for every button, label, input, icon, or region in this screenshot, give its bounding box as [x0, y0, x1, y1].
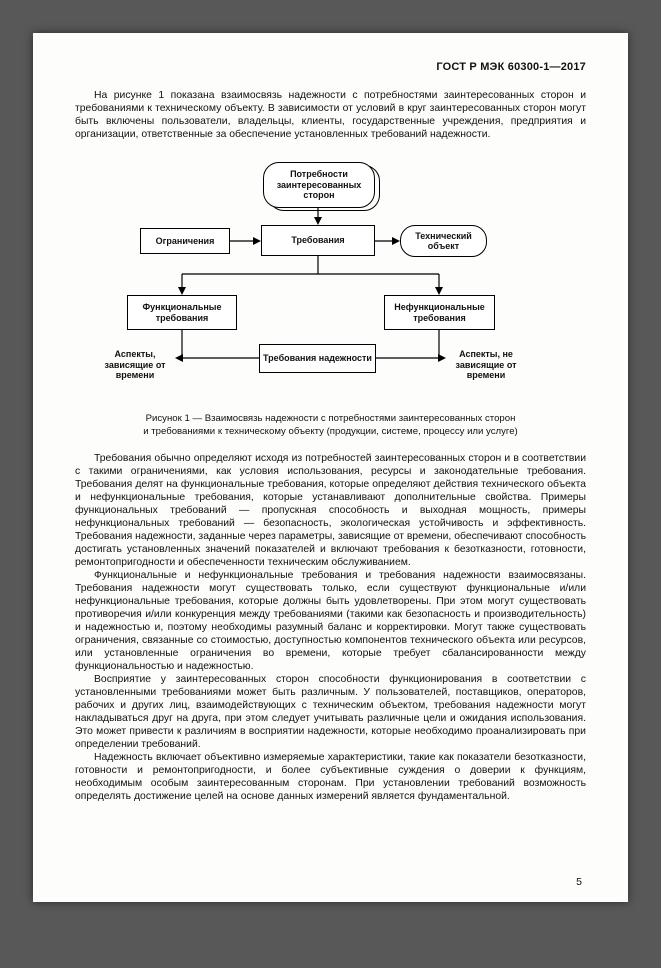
figure-box-dependability-requirements: Требования надежности [259, 344, 376, 373]
figure-caption [75, 413, 586, 438]
paragraph-perception: Восприятие у заинтересованных сторон способности функционирования в соответствии с установленными требованиями может быть различным. У пользователей, поставщиков, операторов, рабочих и других лиц, взаимодействующих с техническим объектом, требования надежности могут накладываться друг на друга, при этом следует учитывать различные цели и ожидания использования. Это может привести к различиям в восприятии надежности, которые необходимо проанализировать при определении требований. [75, 674, 586, 750]
figure-box-nonfunctional-requirements: Нефункциональные требования [384, 295, 495, 330]
document-page [33, 33, 628, 902]
label-time-dependent-aspects: Аспекты, зависящие от времени [104, 349, 166, 381]
figure-box-needs: Потребности заинтересованных сторон [263, 162, 375, 208]
label-non-time-dependent-aspects: Аспекты, не зависящие от времени [455, 349, 517, 381]
paragraph-measurable: Надежность включает объективно измеряемые характеристики, такие как показатели безотказности, готовности и ремонтопригодности, и более субъективные суждения о доверии к функциям, необходимым особым заинтересованным сторонам. При установлении требований возможность определять достижение целей на основе данных измерений является фундаментальной. [75, 752, 586, 802]
figure-box-constraints: Ограничения [140, 228, 230, 254]
paragraph-intro: На рисунке 1 показана взаимосвязь надежности с потребностями заинтересованных сторон и требованиями к техническому объекту. В зависимости от условий в круг заинтересованных сторон могут быть включены пользователи, владельцы, клиенты, государственные учреждения, предприятия и организации, ответственные за обеспечение установленных требований надежности. [75, 90, 586, 140]
figure-box-requirements: Требования [261, 225, 375, 256]
figure-caption-line2: и требованиями к техническому объекту (продукции, системе, процессу или услуге) [143, 425, 518, 437]
page-number: 5 [576, 876, 582, 888]
figure-1-diagram [75, 155, 586, 395]
figure-caption-line1: Рисунок 1 — Взаимосвязь надежности с потребностями заинтересованных сторон [145, 413, 516, 424]
figure-box-technical-object: Технический объект [400, 225, 487, 257]
paragraph-requirements: Требования обычно определяют исходя из потребностей заинтересованных сторон и в соответствии с такими ограничениями, как условия использования, ресурсы и законодательные требования. Требования делят на функциональные требования, которые определяют действия технического объекта и нефункциональные требования, которые устанавливают дополнительные свойства. Примеры функциональных требований — пропускная способность и выходная мощность, примеры нефункциональных требований — безопасность, экологическая устойчивость и эффективность. Требования надежности, заданные через параметры, зависящие от времени, обеспечивают способность достигать установленных значений показателей и включают требования к безотказности, готовности, ремонтопригодности и обеспеченности техническим обслуживанием. [75, 453, 586, 568]
figure-box-functional-requirements: Функциональные требования [127, 295, 237, 330]
paragraph-interrelation: Функциональные и нефункциональные требования и требования надежности взаимосвязаны. Требования надежности могут существовать только, если существуют функциональные и/или нефункциональные требования, которые должны быть удовлетворены. При этом могут существовать противоречия и/или конкуренция между требованиями (такими как безопасность и производительность) и надежностью и, поэтому необходимы разумный баланс и корректировки. Могут также существовать ограничения, связанные со стоимостью, доступностью компонентов технического объекта или ресурсов, или установленные ограничения во времени, которые требует сбалансированности между функциональностью и надежностью. [75, 570, 586, 672]
document-header: ГОСТ Р МЭК 60300-1—2017 [436, 61, 586, 73]
